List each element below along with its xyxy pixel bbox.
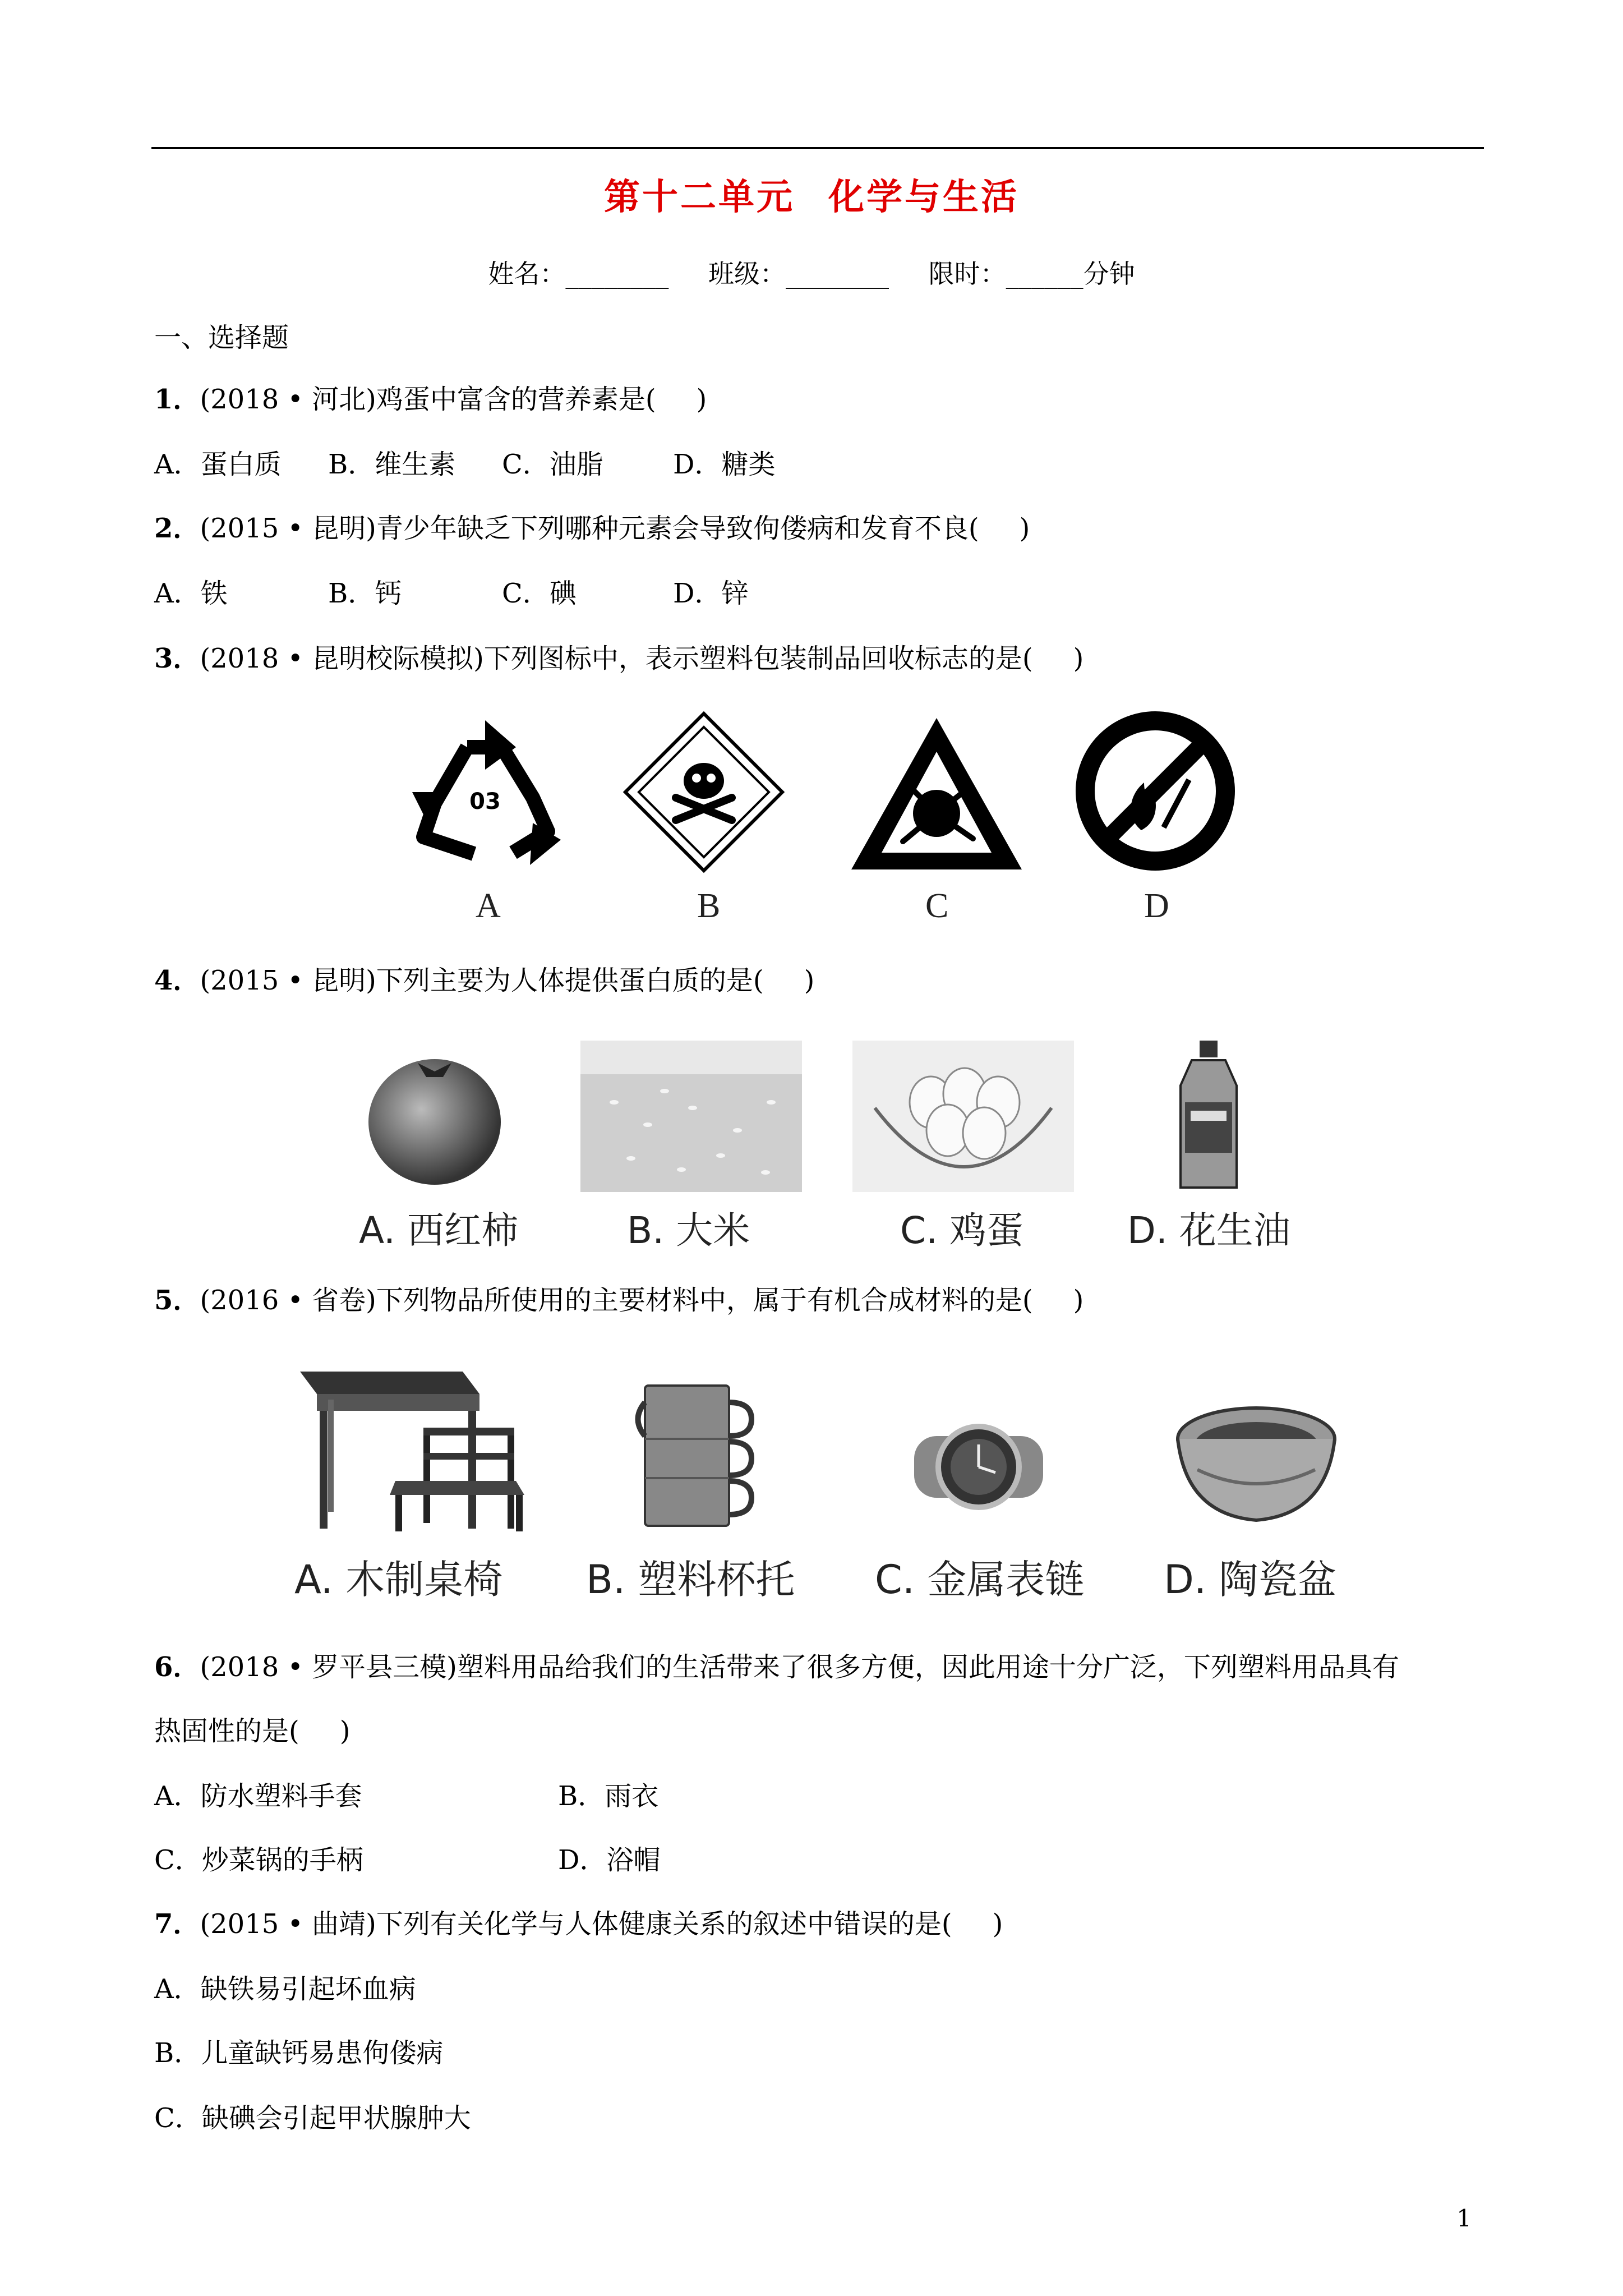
plastic-cup-holder-image[interactable] xyxy=(634,1369,763,1531)
skull-crossbones-icon xyxy=(620,708,788,876)
option-a[interactable]: A．防水塑料手套 xyxy=(154,1780,362,1812)
question-number: 4． xyxy=(154,965,200,996)
tomato-image[interactable] xyxy=(365,1038,505,1189)
name-field[interactable]: 姓名：________ xyxy=(488,259,669,289)
explosive-symbol-figure[interactable] xyxy=(847,712,1026,881)
page-number: 1 xyxy=(1456,2205,1472,2232)
option-b[interactable]: B．雨衣 xyxy=(558,1780,659,1812)
question-stem: (2016 • 省卷)下列物品所使用的主要材料中，属于有机合成材料的是( xyxy=(200,1285,1033,1316)
question-5: 5．(2016 • 省卷)下列物品所使用的主要材料中，属于有机合成材料的是( ) xyxy=(154,1285,1084,1316)
student-info xyxy=(0,254,1623,291)
basin-icon xyxy=(1175,1402,1338,1526)
option-d[interactable]: D．浴帽 xyxy=(558,1844,661,1876)
figure-label-b: B. 大米 xyxy=(627,1209,750,1252)
page-title xyxy=(0,168,1623,220)
recycle-icon xyxy=(401,708,569,876)
explosion-icon xyxy=(847,712,1026,881)
rice-image[interactable] xyxy=(580,1041,802,1192)
recycle-symbol-figure[interactable] xyxy=(401,708,569,876)
option-b[interactable]: B．钙 xyxy=(328,578,402,609)
option-c[interactable]: C．炒菜锅的手柄 xyxy=(154,1844,363,1876)
question-3: 3．(2018 • 昆明校际模拟)下列图标中，表示塑料包装制品回收标志的是( ) xyxy=(154,643,1084,674)
question-2: 2．(2015 • 昆明)青少年缺乏下列哪种元素会导致佝偻病和发育不良( ) xyxy=(154,513,1030,544)
question-1-options xyxy=(154,451,776,478)
question-2-options xyxy=(154,580,749,607)
option-b[interactable]: B．维生素 xyxy=(328,449,456,480)
watch-icon xyxy=(909,1402,1049,1526)
option-a[interactable]: A．缺铁易引起坏血病 xyxy=(154,1973,416,2005)
figure-label-b: B. 塑料杯托 xyxy=(586,1557,795,1603)
time-field[interactable]: 限时：______分钟 xyxy=(928,259,1135,289)
figure-label-c: C. 金属表链 xyxy=(875,1557,1085,1603)
metal-watch-image[interactable] xyxy=(909,1402,1049,1526)
question-6-options-row2 xyxy=(154,1844,661,1876)
question-number: 1． xyxy=(154,384,200,415)
section-heading: 一、选择题 xyxy=(154,322,289,353)
question-stem: (2018 • 罗平县三模)塑料用品给我们的生活带来了很多方便，因此用途十分广泛，下列塑料用品具有 xyxy=(200,1651,1399,1683)
eggs-image[interactable] xyxy=(852,1041,1074,1192)
figure-label-d: D. 花生油 xyxy=(1127,1209,1290,1252)
oil-bottle-icon xyxy=(1175,1041,1242,1192)
title-topic: 化学与生活 xyxy=(828,177,1019,218)
question-number: 6． xyxy=(154,1651,200,1683)
eggs-bowl-icon xyxy=(852,1041,1074,1192)
ceramic-basin-image[interactable] xyxy=(1175,1402,1338,1526)
question-6 xyxy=(154,1651,1399,1683)
figure-label-a: A. 西红柿 xyxy=(359,1209,518,1252)
figure-label-a: A. 木制桌椅 xyxy=(294,1557,503,1603)
option-c[interactable]: C．油脂 xyxy=(502,449,603,480)
tomato-icon xyxy=(365,1038,505,1189)
question-stem: (2015 • 昆明)青少年缺乏下列哪种元素会导致佝偻病和发育不良( xyxy=(200,513,979,544)
option-a[interactable]: A．蛋白质 xyxy=(154,449,282,480)
figure-label-d: D. 陶瓷盆 xyxy=(1164,1557,1337,1603)
header-rule xyxy=(151,147,1484,149)
question-1: 1．(2018 • 河北)鸡蛋中富含的营养素是( ) xyxy=(154,384,707,415)
question-number: 7． xyxy=(154,1908,200,1940)
option-c[interactable]: C．缺碘会引起甲状腺肿大 xyxy=(154,2102,471,2134)
desk-chair-icon xyxy=(294,1360,530,1534)
question-stem: (2015 • 曲靖)下列有关化学与人体健康关系的叙述中错误的是( xyxy=(200,1908,952,1940)
toxic-symbol-figure[interactable] xyxy=(620,708,788,876)
figure-label-c: C. 鸡蛋 xyxy=(900,1209,1024,1252)
question-7: 7．(2015 • 曲靖)下列有关化学与人体健康关系的叙述中错误的是( ) xyxy=(154,1908,1003,1940)
question-number: 5． xyxy=(154,1285,200,1316)
title-unit: 第十二单元 xyxy=(604,177,795,218)
option-d[interactable]: D．糖类 xyxy=(673,449,776,480)
option-b[interactable]: B．儿童缺钙易患佝偻病 xyxy=(154,2037,444,2069)
rice-icon xyxy=(580,1041,802,1192)
figure-label-a: A xyxy=(476,887,501,925)
question-stem: (2018 • 昆明校际模拟)下列图标中，表示塑料包装制品回收标志的是( xyxy=(200,643,1033,674)
option-a[interactable]: A．铁 xyxy=(154,578,228,609)
figure-label-b: B xyxy=(697,887,721,925)
peanut-oil-image[interactable] xyxy=(1175,1041,1242,1192)
question-4: 4．(2015 • 昆明)下列主要为人体提供蛋白质的是( ) xyxy=(154,965,815,996)
cup-holder-icon xyxy=(634,1369,763,1531)
no-fire-symbol-figure[interactable] xyxy=(1074,710,1237,872)
question-stem: (2015 • 昆明)下列主要为人体提供蛋白质的是( xyxy=(200,965,764,996)
question-6-line2: 热固性的是( ) xyxy=(154,1715,351,1747)
recycle-code: 03 xyxy=(469,789,501,815)
no-open-flame-icon xyxy=(1074,710,1237,872)
question-number: 3． xyxy=(154,643,200,674)
question-stem: (2018 • 河北)鸡蛋中富含的营养素是( xyxy=(200,384,656,415)
figure-label-d: D xyxy=(1144,887,1169,925)
option-d[interactable]: D．锌 xyxy=(673,578,749,609)
question-number: 2． xyxy=(154,513,200,544)
desk-chair-image[interactable] xyxy=(294,1360,530,1534)
option-c[interactable]: C．碘 xyxy=(502,578,577,609)
class-field[interactable]: 班级：________ xyxy=(708,259,889,289)
figure-label-c: C xyxy=(925,887,949,925)
question-6-options-row1 xyxy=(154,1780,659,1812)
